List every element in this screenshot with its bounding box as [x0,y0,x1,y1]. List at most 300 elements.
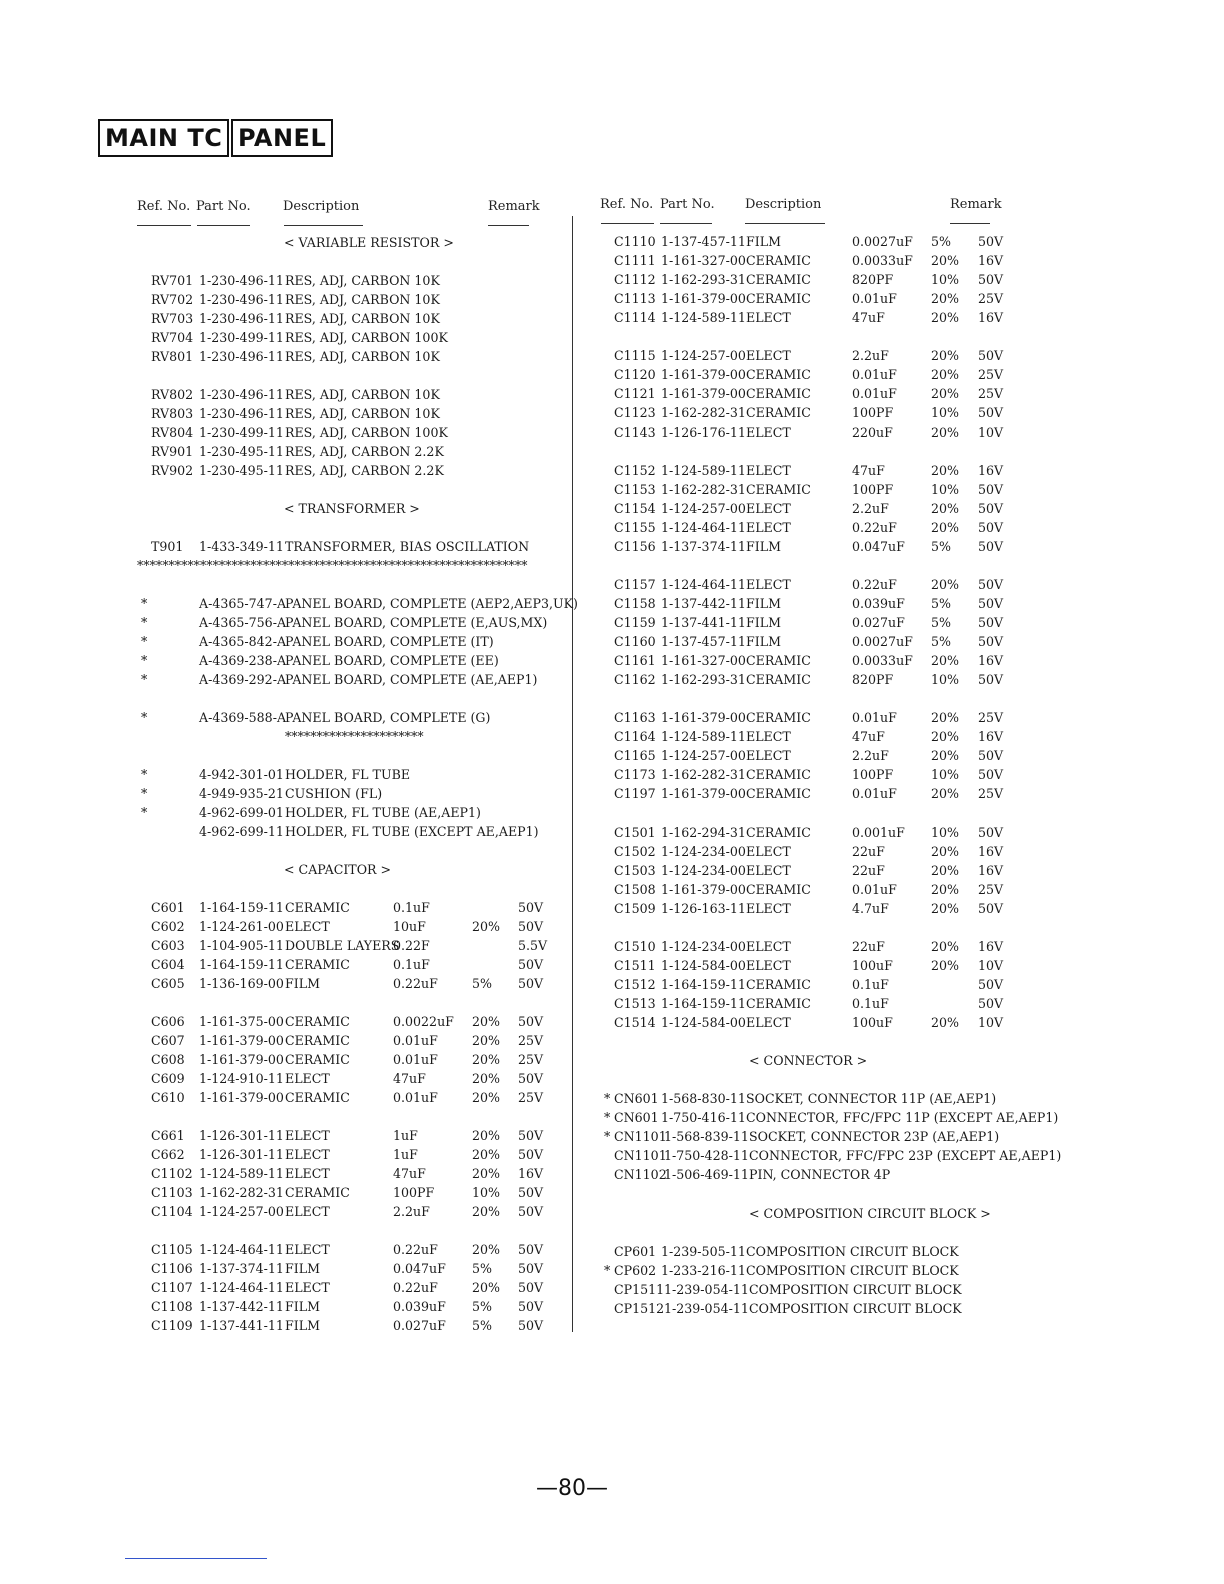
description: ELECT [746,424,791,440]
part-number: 4-949-935-21 [199,786,284,801]
ref-number: RV801 [151,349,194,364]
part-number: 1-239-505-11 [661,1243,746,1259]
capacitance-value: 0.01uF [393,1052,438,1067]
description: ELECT [746,576,791,592]
voltage-rating: 10V [978,1015,1004,1031]
capacitance-value: 0.047uF [393,1261,446,1276]
header-underline [137,225,191,226]
part-number: 1-230-495-11 [199,444,284,459]
tolerance: 5% [931,538,951,554]
header-part-right: Part No. [660,197,715,212]
description: CERAMIC [285,1014,350,1029]
revision-mark: * [604,1129,611,1145]
ref-number: C1513 [614,996,656,1011]
tolerance: 20% [931,710,959,726]
description: RES, ADJ, CARBON 10K [285,292,440,307]
tolerance: 20% [931,462,959,478]
voltage-rating: 50V [978,595,1004,611]
capacitance-value: 100PF [852,767,894,783]
voltage-rating: 25V [978,786,1004,802]
tolerance: 5% [931,634,951,650]
description: CERAMIC [746,976,811,992]
part-number: 1-161-375-00 [199,1014,284,1029]
part-number: 1-230-499-11 [199,330,284,345]
part-number: 1-126-301-11 [199,1128,284,1143]
voltage-rating: 25V [978,367,1004,383]
ref-number: C1163 [614,710,656,726]
capacitance-value: 0.0027uF [852,234,913,249]
ref-number: RV804 [151,425,194,440]
header-underline [660,223,712,224]
voltage-rating: 50V [978,900,1004,916]
voltage-rating: 50V [518,1280,544,1295]
tolerance: 10% [931,672,959,688]
part-number: 1-124-589-11 [199,1166,284,1181]
part-number: 1-162-282-31 [199,1185,284,1200]
voltage-rating: 50V [978,538,1004,554]
description: ELECT [285,1280,330,1295]
part-number: 1-230-496-11 [199,387,284,402]
capacitance-value: 0.01uF [852,881,897,897]
description: PANEL BOARD, COMPLETE (G) [285,710,491,725]
part-number: 1-161-379-00 [199,1090,284,1105]
part-number: 1-161-379-00 [661,710,746,726]
voltage-rating: 16V [518,1166,544,1181]
column-divider [572,216,573,1332]
voltage-rating: 50V [978,519,1004,535]
revision-mark: * [141,596,148,611]
capacitance-value: 10uF [393,919,426,934]
tolerance: 20% [931,500,959,516]
ref-number: C1153 [614,481,656,497]
description: ELECT [746,938,791,954]
part-number: 1-124-257-00 [661,500,746,516]
voltage-rating: 50V [978,824,1004,840]
tolerance: 5% [472,1318,492,1333]
voltage-rating: 16V [978,462,1004,478]
ref-number: C662 [151,1147,185,1162]
ref-number: C1502 [614,843,656,859]
capacitance-value: 1uF [393,1147,418,1162]
ref-number: C1161 [614,653,656,669]
part-number: 4-962-699-01 [199,805,284,820]
ref-number: C1162 [614,672,656,688]
ref-number: C609 [151,1071,185,1086]
capacitance-value: 0.027uF [852,615,905,630]
tolerance: 20% [931,1015,959,1031]
ref-number: C1159 [614,615,656,630]
part-number: 1-124-257-00 [661,748,746,764]
part-number: 1-230-496-11 [199,273,284,288]
voltage-rating: 50V [518,1147,544,1162]
ref-number: C1510 [614,938,656,954]
description: CERAMIC [746,996,811,1011]
voltage-rating: 25V [978,710,1004,726]
part-number: 1-239-054-11 [664,1281,749,1297]
voltage-rating: 50V [518,957,544,972]
part-number: 1-137-441-11 [199,1318,284,1333]
tolerance: 5% [472,1261,492,1276]
capacitance-value: 0.1uF [393,900,430,915]
description: ELECT [746,748,791,764]
capacitance-value: 0.01uF [852,386,897,402]
capacitance-value: 22uF [852,843,885,859]
part-number: 1-124-464-11 [661,519,746,535]
part-number: 1-230-496-11 [199,406,284,421]
description: COMPOSITION CIRCUIT BLOCK [749,1300,962,1316]
footer-rule [125,1558,267,1559]
description: ELECT [746,348,791,364]
header-underline [950,223,990,224]
ref-number: C1108 [151,1299,193,1314]
part-number: 1-124-234-00 [661,862,746,878]
description: ELECT [746,900,791,916]
part-number: 1-162-282-31 [661,405,746,421]
ref-number: C1114 [614,310,656,326]
ref-number: C603 [151,938,185,953]
revision-mark: * [141,767,148,782]
capacitance-value: 0.01uF [852,786,897,802]
capacitance-value: 2.2uF [852,348,889,364]
part-number: 1-124-584-00 [661,957,746,973]
section-heading-text: < CAPACITOR > [284,862,392,877]
capacitance-value: 0.0027uF [852,634,913,650]
description: CERAMIC [285,1185,350,1200]
description: ELECT [746,843,791,859]
description: CERAMIC [285,900,350,915]
capacitance-value: 22uF [852,862,885,878]
part-number: 1-161-379-00 [199,1033,284,1048]
part-number: 1-161-379-00 [661,367,746,383]
voltage-rating: 50V [518,976,544,991]
ref-number: C606 [151,1014,185,1029]
description: CERAMIC [746,481,811,497]
tolerance: 10% [472,1185,500,1200]
voltage-rating: 16V [978,843,1004,859]
ref-number: C1111 [614,253,656,269]
part-number: 1-161-379-00 [661,881,746,897]
part-number: 1-137-457-11 [661,634,746,650]
description: HOLDER, FL TUBE (AE,AEP1) [285,805,481,820]
header-ref-right: Ref. No. [600,197,654,212]
header-underline [488,225,529,226]
tolerance: 20% [931,748,959,764]
description: PANEL BOARD, COMPLETE (IT) [285,634,494,649]
description: HOLDER, FL TUBE (EXCEPT AE,AEP1) [285,824,539,839]
description: RES, ADJ, CARBON 2.2K [285,444,444,459]
tolerance: 20% [931,938,959,954]
voltage-rating: 50V [978,348,1004,364]
ref-number: C1173 [614,767,656,783]
part-number: 1-124-261-00 [199,919,284,934]
part-number: 1-126-176-11 [661,424,746,440]
ref-number: C1512 [614,976,656,992]
tolerance: 20% [931,653,959,669]
voltage-rating: 50V [518,1071,544,1086]
capacitance-value: 0.01uF [852,291,897,307]
header-ref-left: Ref. No. [137,199,191,214]
ref-number: C605 [151,976,185,991]
part-number: 1-124-910-11 [199,1071,284,1086]
ref-number: C604 [151,957,185,972]
description: RES, ADJ, CARBON 10K [285,273,440,288]
part-number: 1-161-327-00 [661,253,746,269]
capacitance-value: 0.22uF [393,1280,438,1295]
voltage-rating: 25V [518,1033,544,1048]
capacitance-value: 100PF [852,405,894,421]
description: CERAMIC [746,367,811,383]
capacitance-value: 47uF [852,310,885,326]
ref-number: C1113 [614,291,656,307]
tolerance: 5% [472,976,492,991]
ref-number: CP1512 [614,1300,665,1316]
description: ELECT [746,310,791,326]
section-heading-text: < CONNECTOR > [749,1053,868,1069]
part-number: 1-164-159-11 [661,976,746,992]
description: CERAMIC [746,767,811,783]
description: COMPOSITION CIRCUIT BLOCK [746,1243,959,1259]
tolerance: 20% [472,1242,500,1257]
tolerance: 20% [931,786,959,802]
description: HOLDER, FL TUBE [285,767,411,782]
voltage-rating: 50V [518,1128,544,1143]
revision-mark: * [141,634,148,649]
ref-number: CN1102 [614,1167,667,1183]
capacitance-value: 0.1uF [852,976,889,992]
ref-number: C1514 [614,1015,656,1031]
ref-number: C1104 [151,1204,193,1219]
description: FILM [746,615,781,630]
description: CERAMIC [746,672,811,688]
ref-number: C1155 [614,519,656,535]
part-number: 1-230-495-11 [199,463,284,478]
capacitance-value: 220uF [852,424,893,440]
voltage-rating: 50V [978,976,1004,992]
description: ELECT [285,1128,330,1143]
part-number: 1-233-216-11 [661,1262,746,1278]
description: ELECT [746,500,791,516]
capacitance-value: 100uF [852,1015,893,1031]
ref-number: C1154 [614,500,656,516]
tolerance: 20% [472,1014,500,1029]
ref-number: C1120 [614,367,656,383]
capacitance-value: 0.0022uF [393,1014,454,1029]
ref-number: C1110 [614,234,656,249]
ref-number: C1158 [614,595,656,611]
voltage-rating: 16V [978,862,1004,878]
ref-number: C1508 [614,881,656,897]
ref-number: C1503 [614,862,656,878]
ref-number: C1102 [151,1166,193,1181]
description: ELECT [285,1166,330,1181]
capacitance-value: 0.22uF [852,519,897,535]
voltage-rating: 10V [978,424,1004,440]
separator-text: ************************************************************** [137,558,528,573]
description: FILM [746,634,781,650]
tolerance: 5% [931,234,951,249]
tolerance: 20% [931,900,959,916]
ref-number: C1501 [614,824,656,840]
description: CERAMIC [746,405,811,421]
description: FILM [285,976,320,991]
ref-number: C1107 [151,1280,193,1295]
capacitance-value: 0.027uF [393,1318,446,1333]
part-number: 1-230-496-11 [199,349,284,364]
revision-mark: * [604,1262,611,1278]
capacitance-value: 4.7uF [852,900,889,916]
part-number: 1-161-379-00 [661,386,746,402]
capacitance-value: 0.22F [393,938,430,953]
tolerance: 20% [472,1204,500,1219]
capacitance-value: 1uF [393,1128,418,1143]
ref-number: CN1101 [614,1148,667,1164]
ref-number: RV702 [151,292,194,307]
part-number: 1-124-234-00 [661,938,746,954]
section-tag-main-tc: MAIN TC [98,119,229,157]
revision-mark: * [604,1091,611,1107]
ref-number: C608 [151,1052,185,1067]
description: PANEL BOARD, COMPLETE (AE,AEP1) [285,672,538,687]
description: FILM [285,1318,320,1333]
capacitance-value: 47uF [852,462,885,478]
tolerance: 20% [931,881,959,897]
page-number: —80— [536,1476,608,1501]
revision-mark: * [141,653,148,668]
description: RES, ADJ, CARBON 10K [285,349,440,364]
part-number: 1-506-469-11 [664,1167,749,1183]
description: ELECT [285,1204,330,1219]
ref-number: CP1511 [614,1281,665,1297]
part-number: 1-124-589-11 [661,729,746,745]
voltage-rating: 50V [518,1204,544,1219]
header-underline [284,225,363,226]
capacitance-value: 0.22uF [393,976,438,991]
ref-number: C1511 [614,957,656,973]
capacitance-value: 0.039uF [393,1299,446,1314]
description: CERAMIC [746,386,811,402]
description: PANEL BOARD, COMPLETE (EE) [285,653,499,668]
capacitance-value: 22uF [852,938,885,954]
description: FILM [746,538,781,554]
tolerance: 20% [472,1280,500,1295]
description: CERAMIC [746,786,811,802]
tolerance: 20% [472,1052,500,1067]
part-number: 1-137-374-11 [661,538,746,554]
part-number: 1-239-054-11 [664,1300,749,1316]
tolerance: 5% [931,595,951,611]
description: FILM [746,595,781,611]
ref-number: C1509 [614,900,656,916]
description: ELECT [285,1147,330,1162]
tolerance: 10% [931,767,959,783]
voltage-rating: 25V [978,291,1004,307]
tolerance: 20% [931,291,959,307]
part-number: A-4369-238-A [199,653,287,668]
description: FILM [285,1261,320,1276]
ref-number: C602 [151,919,185,934]
tolerance: 20% [472,1128,500,1143]
voltage-rating: 50V [978,996,1004,1011]
description: RES, ADJ, CARBON 100K [285,425,448,440]
tolerance: 20% [931,843,959,859]
header-underline [601,223,654,224]
description: ELECT [285,919,330,934]
part-number: 1-230-496-11 [199,311,284,326]
tolerance: 20% [472,919,500,934]
ref-number: RV802 [151,387,194,402]
part-number: 1-162-294-31 [661,824,746,840]
voltage-rating: 50V [978,615,1004,630]
description: ELECT [746,729,791,745]
part-number: 1-161-379-00 [661,291,746,307]
part-number: 1-162-282-31 [661,767,746,783]
header-desc-left: Description [283,199,360,214]
voltage-rating: 10V [978,957,1004,973]
tolerance: 20% [931,386,959,402]
part-number: 1-137-374-11 [199,1261,284,1276]
voltage-rating: 50V [518,900,544,915]
ref-number: C1105 [151,1242,193,1257]
part-number: 1-137-442-11 [199,1299,284,1314]
voltage-rating: 50V [518,1242,544,1257]
ref-number: C1156 [614,538,656,554]
part-number: 1-750-416-11 [661,1110,746,1126]
revision-mark: * [141,615,148,630]
ref-number: C1165 [614,748,656,764]
part-number: 1-230-496-11 [199,292,284,307]
description: FILM [746,234,781,249]
part-number: 1-164-159-11 [199,900,284,915]
description: ELECT [746,519,791,535]
part-number: 1-137-457-11 [661,234,746,249]
capacitance-value: 0.1uF [852,996,889,1011]
part-number: 1-162-282-31 [661,481,746,497]
tolerance: 20% [931,348,959,364]
part-number: 4-942-301-01 [199,767,284,782]
description: SOCKET, CONNECTOR 23P (AE,AEP1) [749,1129,1000,1145]
part-number: 1-126-163-11 [661,900,746,916]
part-number: 1-124-257-00 [661,348,746,364]
part-number: 1-137-441-11 [661,615,746,630]
part-number: 1-124-234-00 [661,843,746,859]
ref-number: CP601 [614,1243,657,1259]
voltage-rating: 50V [518,1185,544,1200]
tolerance: 20% [472,1071,500,1086]
part-number: 1-161-327-00 [661,653,746,669]
header-underline [197,225,250,226]
description: TRANSFORMER, BIAS OSCILLATION [285,539,530,554]
part-number: 4-962-699-11 [199,824,284,839]
part-number: 1-230-499-11 [199,425,284,440]
description: ELECT [746,1015,791,1031]
tolerance: 20% [472,1147,500,1162]
part-number: 1-568-839-11 [664,1129,749,1145]
ref-number: C1106 [151,1261,193,1276]
tolerance: 20% [931,253,959,269]
tolerance: 20% [472,1166,500,1181]
capacitance-value: 0.01uF [393,1033,438,1048]
part-number: 1-162-293-31 [661,272,746,288]
description: COMPOSITION CIRCUIT BLOCK [746,1262,959,1278]
tolerance: 5% [472,1299,492,1314]
description: COMPOSITION CIRCUIT BLOCK [749,1281,962,1297]
description: CONNECTOR, FFC/FPC 23P (EXCEPT AE,AEP1) [749,1148,1062,1164]
part-number: 1-433-349-11 [199,539,284,554]
voltage-rating: 50V [978,634,1004,650]
part-number: 1-104-905-11 [199,938,284,953]
part-number: 1-164-159-11 [199,957,284,972]
description: FILM [285,1299,320,1314]
